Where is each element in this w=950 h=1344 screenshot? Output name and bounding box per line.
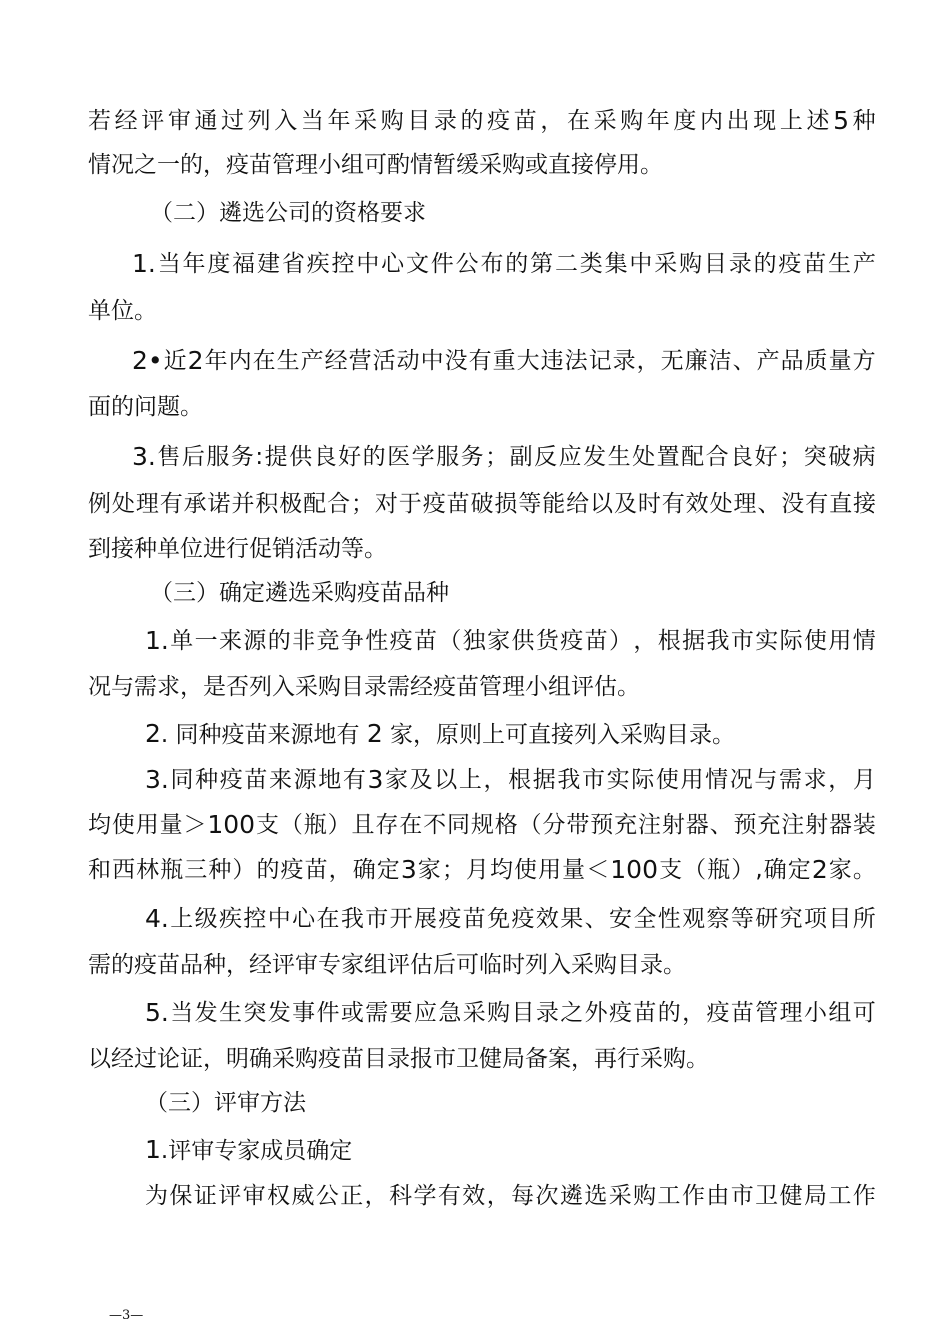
text-line: 况与需求，是否列入采购目录需经疫苗管理小组评估。 — [88, 674, 640, 700]
section-heading: （二）遴选公司的资格要求 — [150, 200, 426, 226]
text-line: 3. 售 后 服 务 : 提 供 良 好 的 医 学 服 务 ； 副 反 应 发 生 处 置 配 合 良 好 ； 突 破 病 — [132, 442, 876, 471]
text-line: 情况之一的，疫苗管理小组可酌情暂缓采购或直接停用。 — [88, 152, 663, 178]
text-line: 例 处 理 有 承 诺 并 积 极 配 合 ； 对 于 疫 苗 破 损 等 能 给 以 及 时 有 效 处 理 、 没 有 直 接 — [88, 491, 876, 517]
text-line: 面的问题。 — [88, 394, 203, 420]
text-line: 以经过论证，明确采购疫苗目录报市卫健局备案，再行采购。 — [88, 1046, 709, 1072]
page-number: —3— — [109, 1308, 144, 1323]
text-line: 为 保 证 评 审 权 威 公 正 ， 科 学 有 效 ， 每 次 遴 选 采 购 工 作 由 市 卫 健 局 工 作 — [145, 1183, 876, 1209]
subheading: 1.评审专家成员确定 — [145, 1135, 353, 1164]
text-line: 4. 上 级 疾 控 中 心 在 我 市 开 展 疫 苗 免 疫 效 果 、 安 全 性 观 察 等 研 究 项 目 所 — [145, 904, 876, 933]
text-line: 均 使 用 量 ＞ 100 支 （ 瓶 ） 且 存 在 不 同 规 格 （ 分 带 预 充 注 射 器 、 预 充 注 射 器 装 — [88, 810, 876, 839]
section-heading: （三）确定遴选采购疫苗品种 — [150, 580, 449, 606]
text-line: 5. 当 发 生 突 发 事 件 或 需 要 应 急 采 购 目 录 之 外 疫 苗 的 ， 疫 苗 管 理 小 组 可 — [145, 998, 876, 1027]
text-line: 1. 当 年 度 福 建 省 疾 控 中 心 文 件 公 布 的 第 二 类 集 中 采 购 目 录 的 疫 苗 生 产 — [132, 249, 876, 278]
text-line: 和 西 林 瓶 三 种 ） 的 疫 苗 ， 确 定 3 家 ； 月 均 使 用 量 ＜ 100 支 （ 瓶 ） , 确 定 2 家 。 — [88, 855, 876, 884]
text-line: 需的疫苗品种，经评审专家组评估后可临时列入采购目录。 — [88, 952, 686, 978]
text-line: 3. 同 种 疫 苗 来 源 地 有 3 家 及 以 上 ， 根 据 我 市 实 际 使 用 情 况 与 需 求 ， 月 — [145, 765, 876, 794]
text-line: 2• 近 2 年 内 在 生 产 经 营 活 动 中 没 有 重 大 违 法 记 录 ， 无 廉 洁 、 产 品 质 量 方 — [132, 346, 876, 375]
section-heading: （三）评审方法 — [145, 1090, 306, 1116]
text-line: 1. 单 一 来 源 的 非 竞 争 性 疫 苗 （ 独 家 供 货 疫 苗 ） ， 根 据 我 市 实 际 使 用 情 — [145, 626, 876, 655]
text-line: 到接种单位进行促销活动等。 — [88, 536, 387, 562]
text-line: 若 经 评 审 通 过 列 入 当 年 采 购 目 录 的 疫 苗 ， 在 采 购 年 度 内 出 现 上 述 5 种 — [88, 106, 876, 135]
text-line: 2. 同种疫苗来源地有 2 家，原则上可直接列入采购目录。 — [145, 719, 736, 748]
text-line: 单位。 — [88, 298, 157, 324]
